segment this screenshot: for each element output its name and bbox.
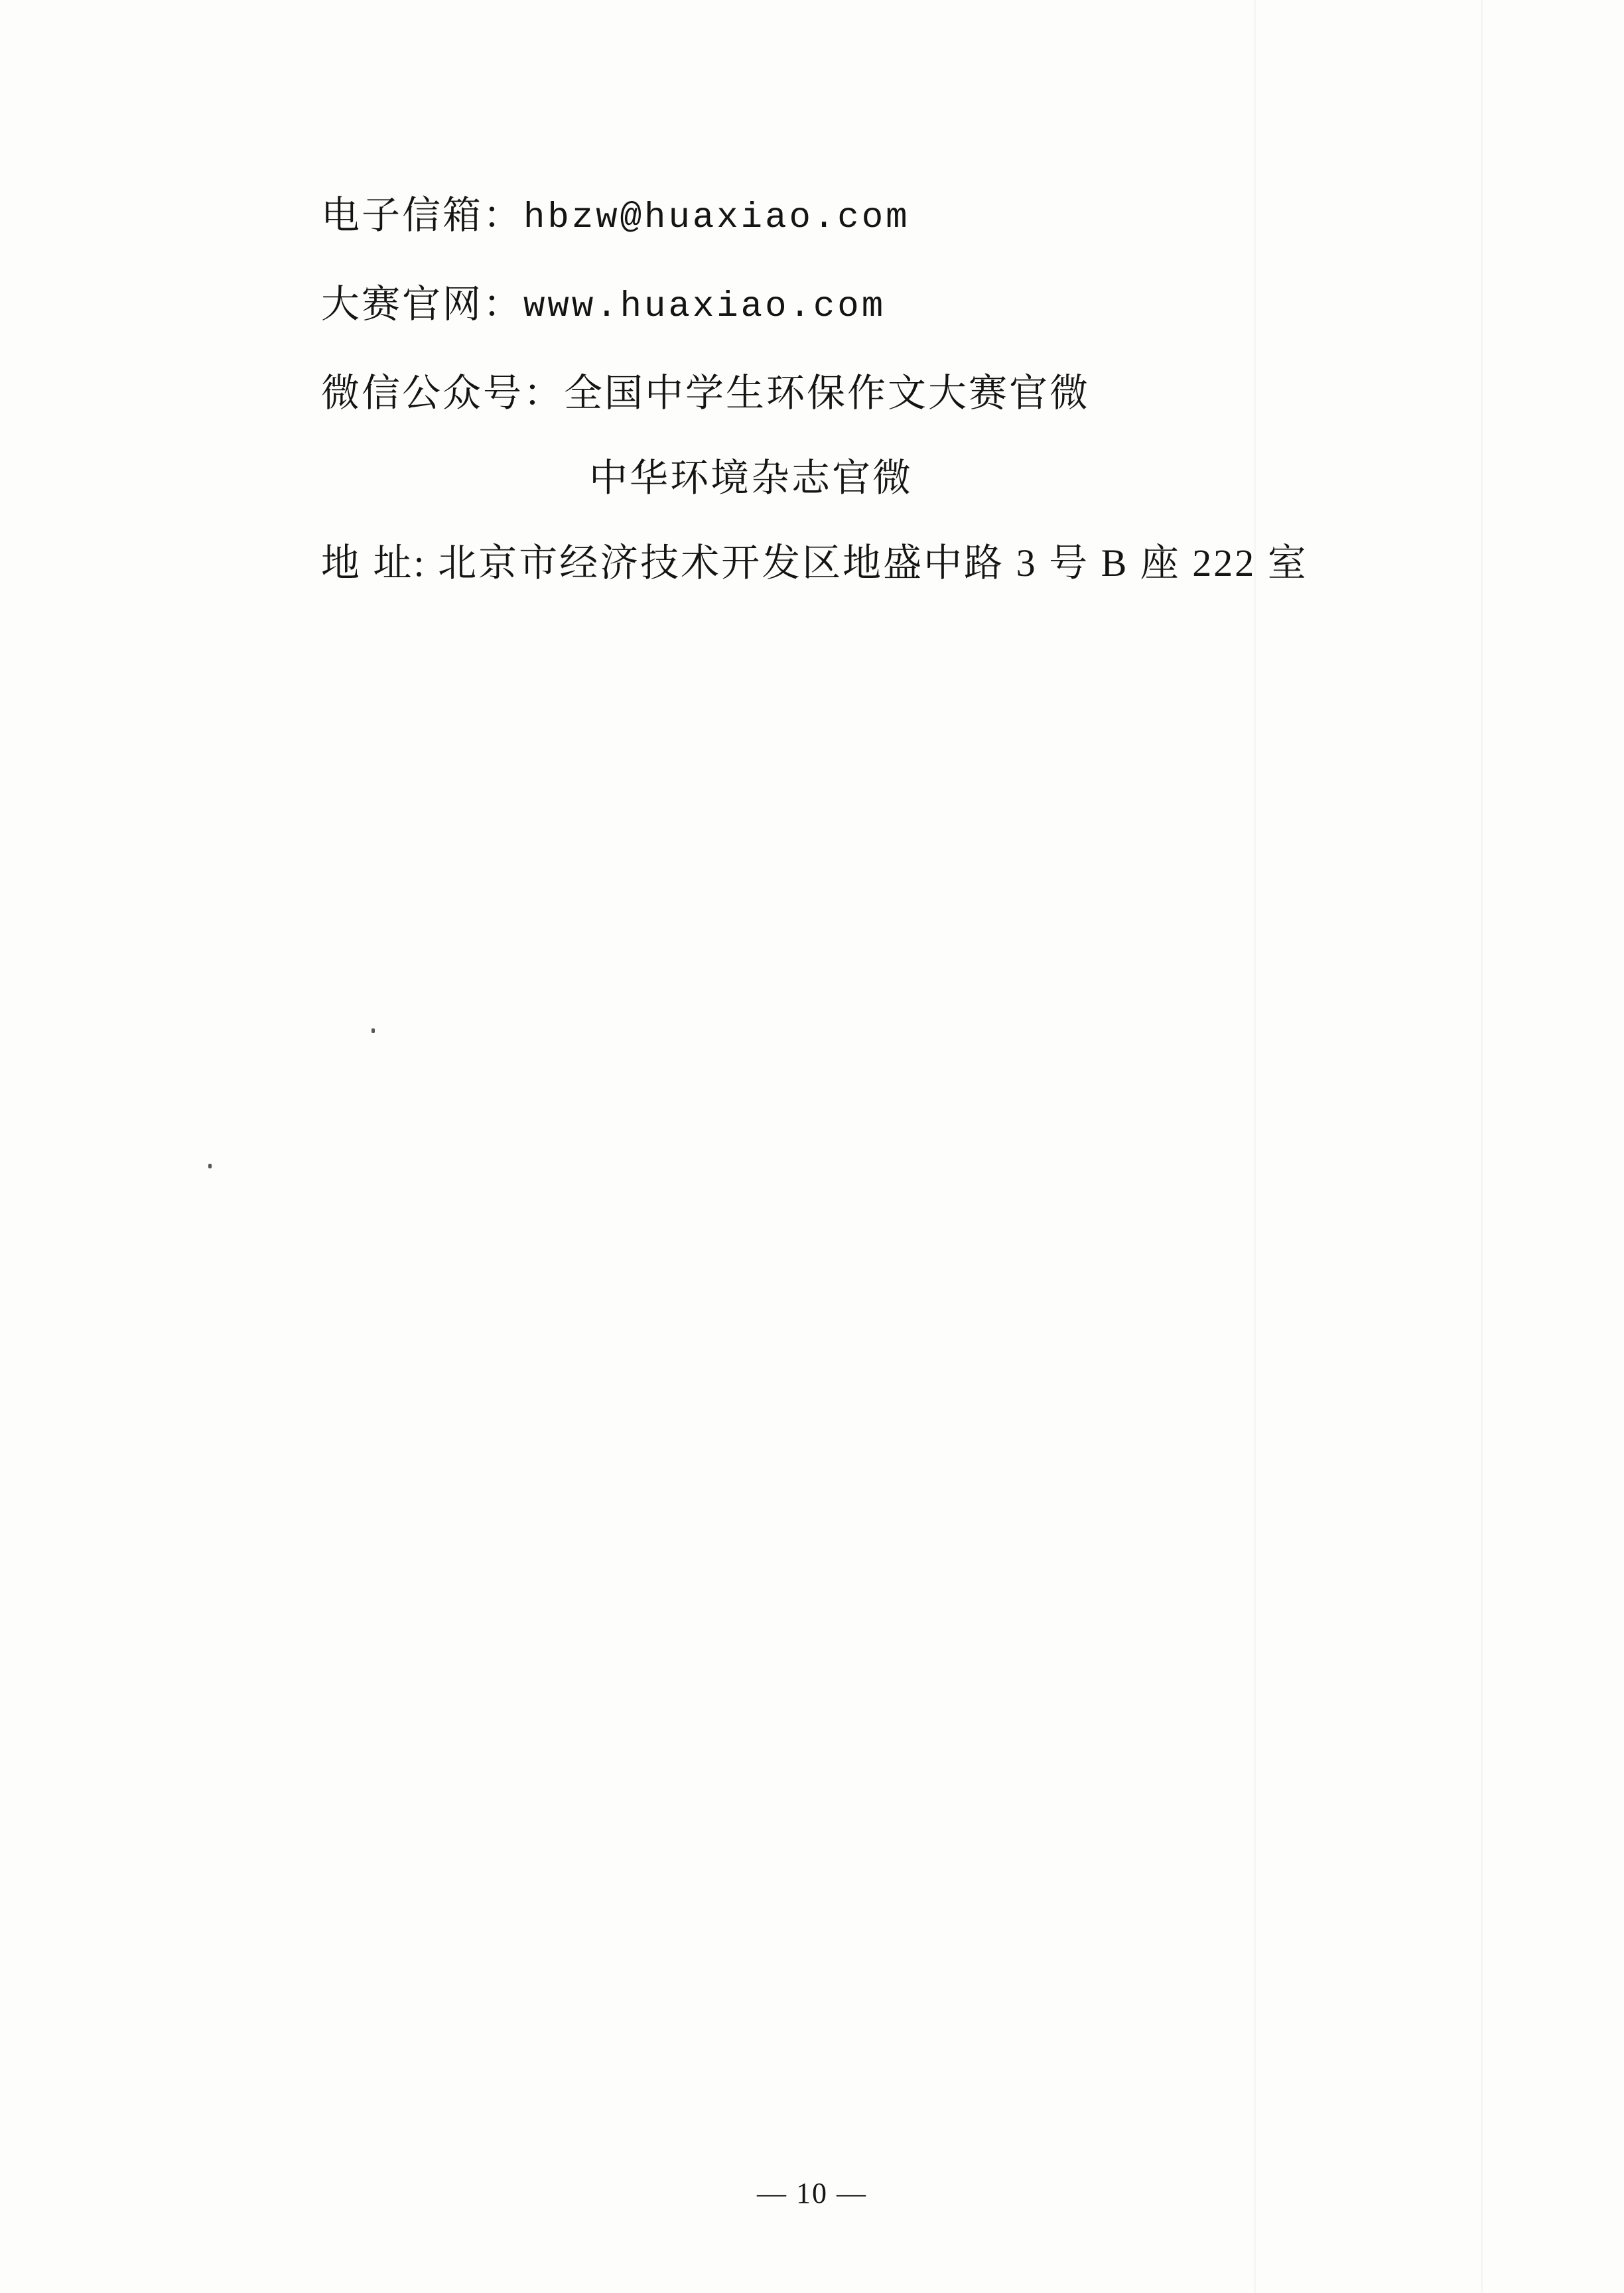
contact-line-wechat-2 <box>589 456 1462 500</box>
scan-streak <box>1481 0 1483 2293</box>
contact-info-block <box>321 196 1462 629</box>
contact-line-address <box>321 541 1462 585</box>
page-number: — 10 — <box>757 2177 867 2209</box>
wechat-account-1: 全国中学生环保作文大赛官微 <box>564 372 1091 415</box>
contact-line-email <box>321 196 1462 239</box>
contact-line-website <box>321 285 1462 328</box>
address-value: 北京市经济技术开发区地盛中路 3 号 B 座 222 室 <box>438 541 1308 585</box>
email-value: hbzw@huaxiao.com <box>523 198 910 238</box>
website-label: 大赛官网： <box>321 283 524 326</box>
wechat-account-2: 中华环境杂志官微 <box>589 456 914 500</box>
wechat-label: 微信公众号： <box>321 372 565 415</box>
website-value: www.huaxiao.com <box>523 287 886 327</box>
scan-speck <box>372 1028 375 1033</box>
address-label: 地 址: <box>321 541 439 585</box>
email-label: 电子信箱： <box>321 194 524 237</box>
scan-speck <box>208 1164 212 1168</box>
contact-line-wechat <box>321 374 1462 413</box>
